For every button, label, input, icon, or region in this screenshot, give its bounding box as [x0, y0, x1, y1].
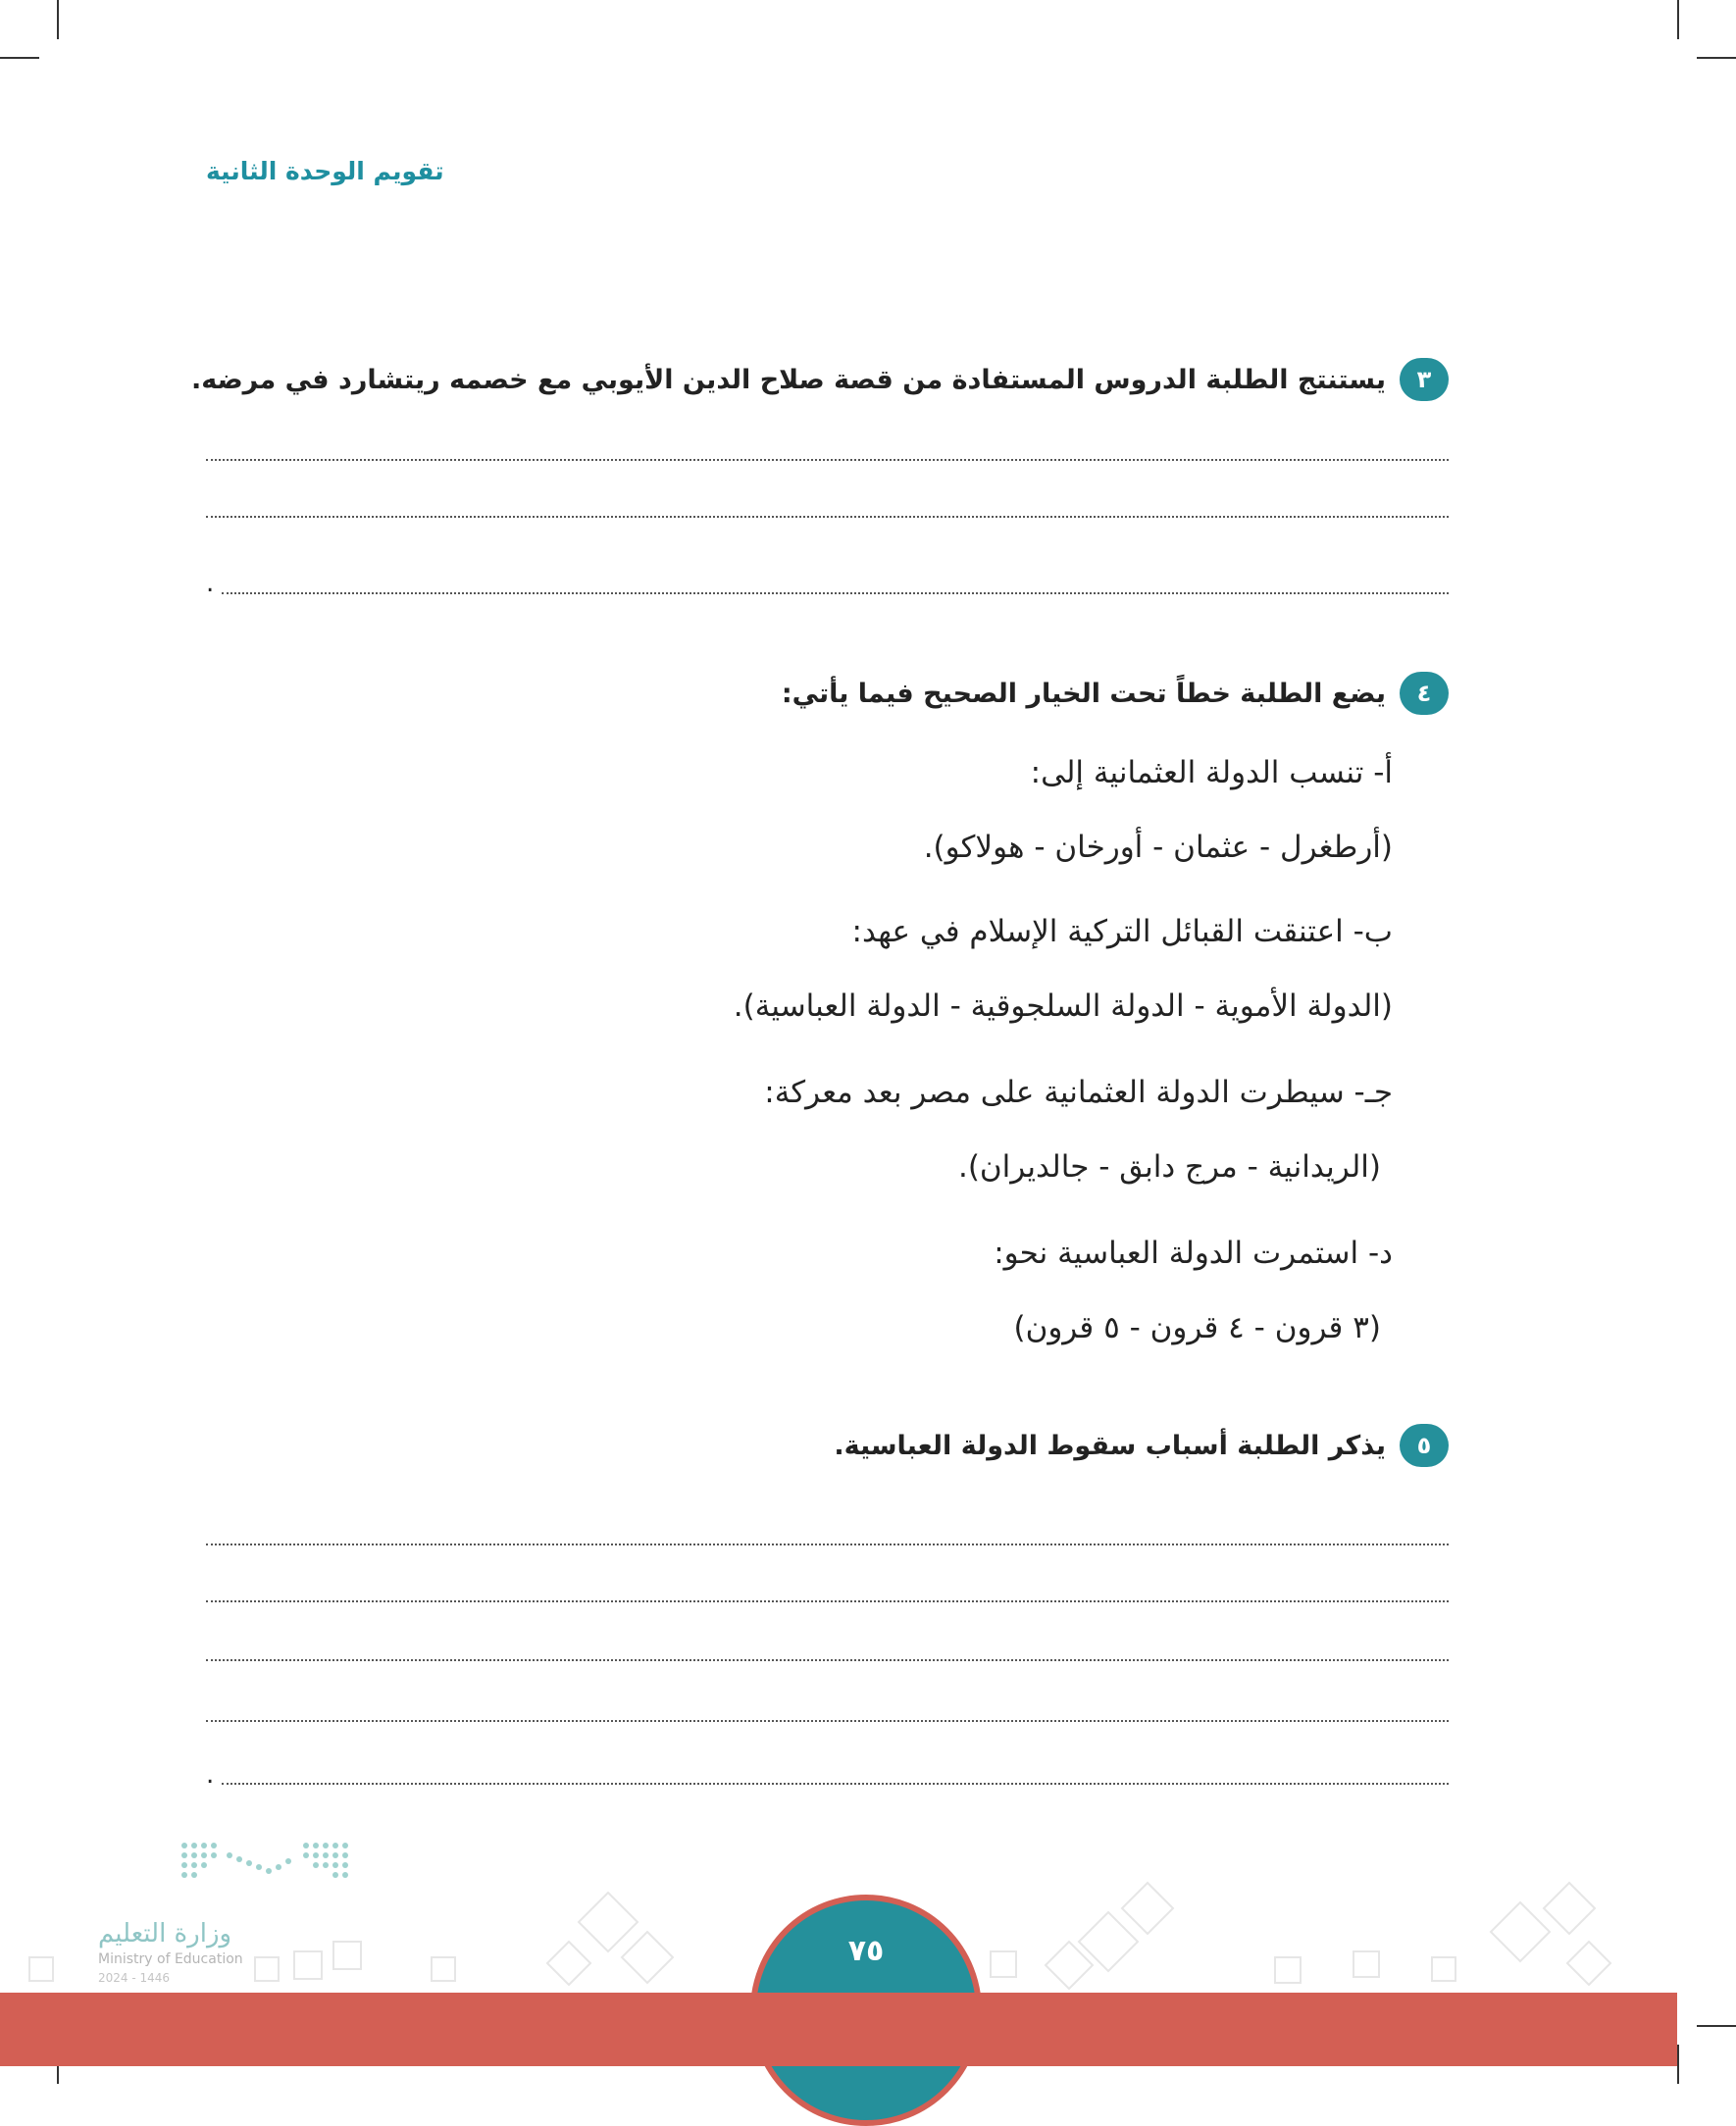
question-3-number: ٣ [1400, 358, 1449, 401]
question-4-text: يضع الطلبة خطاً تحت الخيار الصحيح فيما يأتي: [781, 678, 1386, 709]
footer-bar [0, 1993, 1677, 2066]
item-c-options[interactable]: (الريدانية - مرج دابق - جالديران). [957, 1149, 1381, 1185]
crop-mark [1677, 2045, 1679, 2084]
crop-mark [57, 0, 59, 39]
crop-mark [1697, 57, 1736, 59]
crop-mark [1697, 2025, 1736, 2027]
item-c-stem: جـ- سيطرت الدولة العثمانية على مصر بعد معركة: [764, 1075, 1393, 1110]
item-b-stem: ب- اعتنقت القبائل التركية الإسلام في عهد: [851, 914, 1393, 949]
question-3-text: يستنتج الطلبة الدروس المستفادة من قصة صلاح الدين الأيوبي مع خصمه ريتشارد في مرضه. [190, 364, 1386, 395]
answer-line[interactable] [206, 516, 1449, 518]
edition-year: 2024 - 1446 [98, 1971, 171, 1985]
answer-line[interactable] [206, 1600, 1449, 1602]
question-5 [834, 1424, 1449, 1467]
answer-end-mark: . [206, 569, 215, 598]
question-5-number: ٥ [1400, 1424, 1449, 1467]
crop-mark [1677, 0, 1679, 39]
ministry-name-english: Ministry of Education [98, 1951, 243, 1967]
answer-line[interactable] [206, 1720, 1449, 1722]
ministry-name-arabic: وزارة التعليم [98, 1919, 232, 1949]
item-a-options[interactable]: (أرطغرل - عثمان - أورخان - هولاكو). [923, 830, 1393, 865]
answer-line[interactable] [222, 592, 1449, 594]
ministry-logo-dots [179, 1840, 351, 1885]
crop-mark [0, 57, 39, 59]
item-b-options[interactable]: (الدولة الأموية - الدولة السلجوقية - الدولة العباسية). [733, 988, 1393, 1024]
answer-line[interactable] [222, 1783, 1449, 1785]
item-a-stem: أ- تنسب الدولة العثمانية إلى: [1030, 755, 1393, 790]
item-d-stem: د- استمرت الدولة العباسية نحو: [994, 1236, 1393, 1271]
page-number: ٧٥ [847, 1934, 885, 1968]
question-5-text: يذكر الطلبة أسباب سقوط الدولة العباسية. [834, 1430, 1386, 1461]
question-4 [782, 672, 1449, 715]
answer-line[interactable] [206, 1544, 1449, 1545]
item-d-options[interactable]: (٣ قرون - ٤ قرون - ٥ قرون) [1013, 1310, 1381, 1345]
answer-end-mark: . [206, 1760, 215, 1790]
question-4-number: ٤ [1400, 672, 1449, 715]
answer-line[interactable] [206, 1659, 1449, 1661]
unit-review-title: تقويم الوحدة الثانية [206, 157, 444, 185]
question-3 [191, 358, 1449, 401]
answer-line[interactable] [206, 459, 1449, 461]
